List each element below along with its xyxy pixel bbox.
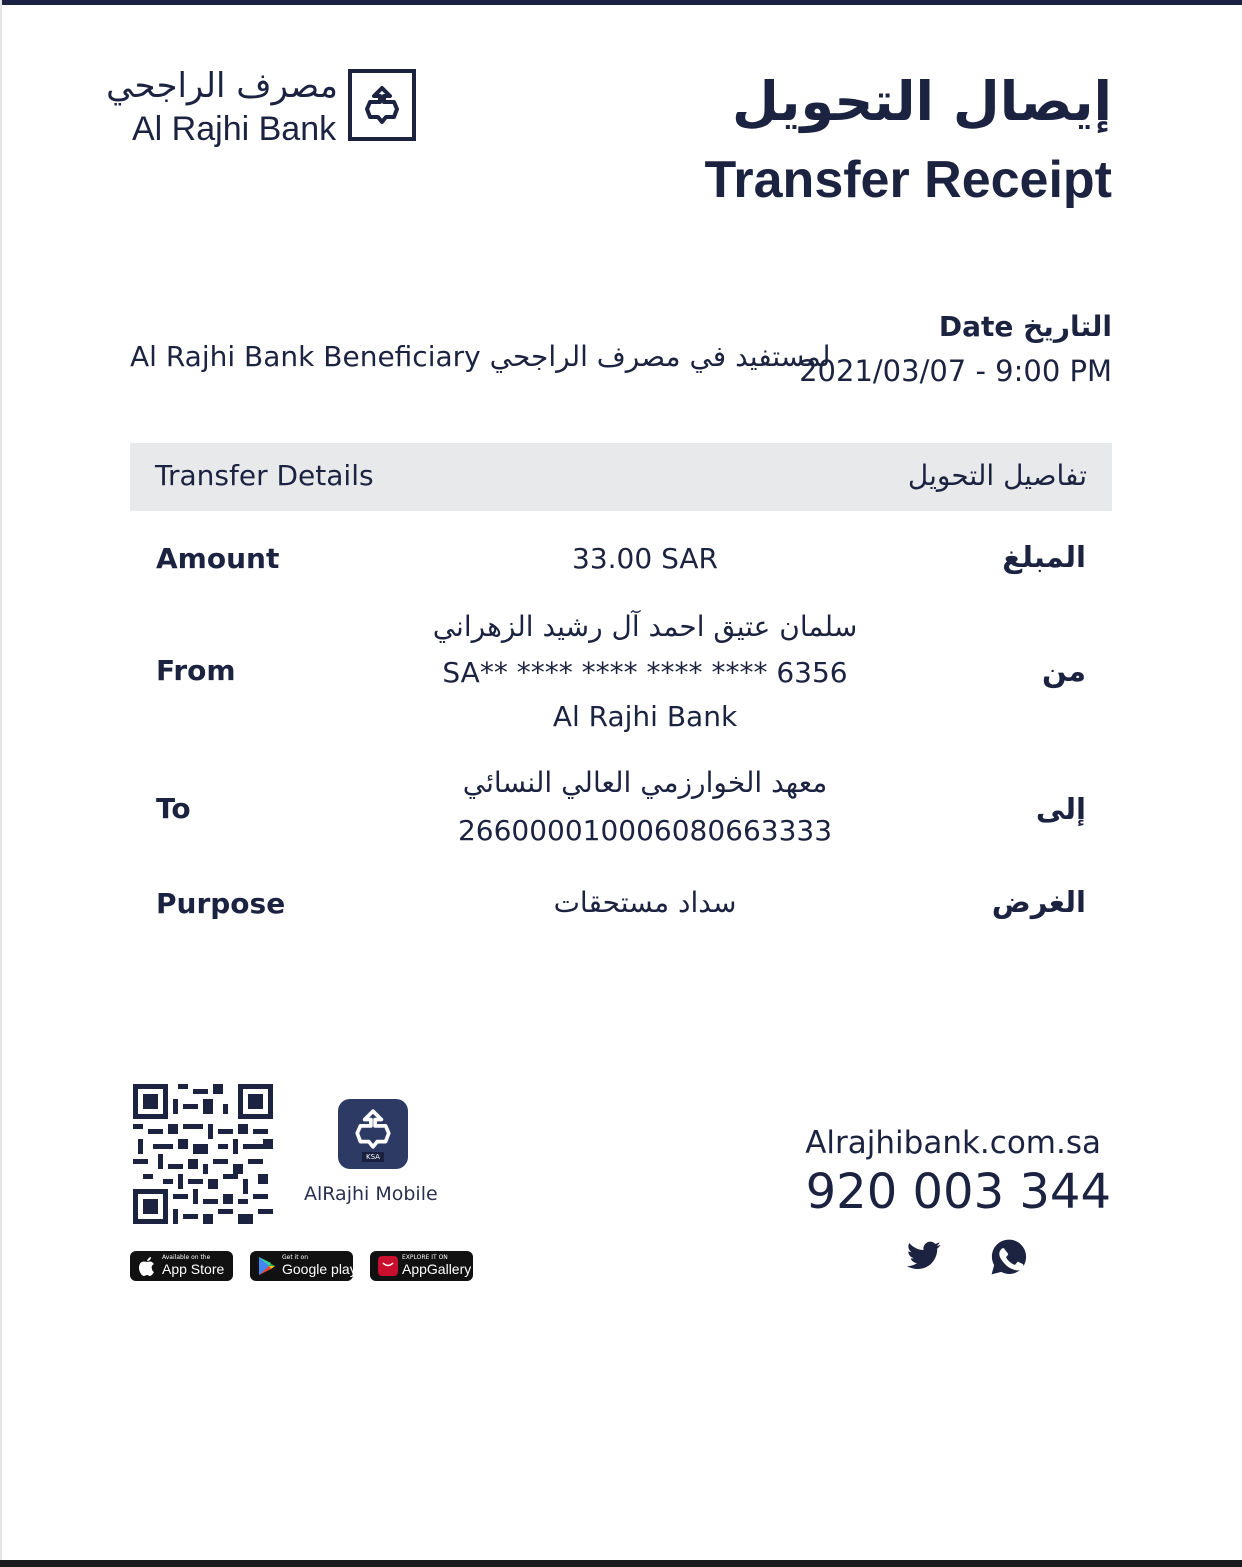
huawei-icon [378,1256,398,1276]
purpose-value: سداد مستحقات [553,886,737,919]
from-name: سلمان عتيق احمد آل رشيد الزهراني [432,610,858,643]
from-bank: Al Rajhi Bank [552,700,738,733]
to-label: To [156,792,191,825]
google-play-small-text: Get it on [282,1254,309,1261]
app-store-button[interactable] [130,1251,233,1281]
title-arabic: إيصال التحويل [731,70,1112,133]
logo-english-text: Al Rajhi Bank [132,110,337,148]
transfer-details-title-ar: تفاصيل التحويل [907,459,1087,492]
twitter-icon[interactable] [905,1238,943,1274]
al-rajhi-logo-icon [348,69,416,141]
to-label-ar: إلى [1035,792,1086,826]
google-play-button[interactable] [250,1251,357,1281]
app-gallery-button[interactable] [370,1251,473,1281]
from-label-ar: من [1041,654,1086,688]
ksa-badge: KSA [362,1152,384,1162]
whatsapp-icon[interactable] [990,1238,1028,1276]
app-store-small-text: Available on the [162,1254,211,1261]
transfer-details-title-en: Transfer Details [155,459,374,492]
date-value: 2021/03/07 - 9:00 PM [799,354,1112,388]
from-label: From [156,654,236,687]
google-play-icon [258,1256,276,1276]
to-account: 266000010006080663333 [457,814,833,847]
beneficiary-type: Al Rajhi Bank Beneficiary لمستفيد في مصرف الراجحي [130,340,831,373]
bottom-border [0,1560,1242,1567]
app-store-large-text: App Store [162,1261,225,1277]
app-gallery-small-text: EXPLORE IT ON [402,1254,448,1261]
purpose-label-ar: الغرض [991,885,1086,919]
alrajhi-app-icon[interactable] [338,1099,408,1169]
transfer-details-header [130,443,1112,511]
amount-value: 33.00 SAR [572,542,718,575]
title-english: Transfer Receipt [704,151,1112,209]
website-link[interactable]: Alrajhibank.com.sa [805,1125,1101,1161]
to-name: معهد الخوارزمي العالي النسائي [462,766,828,799]
purpose-label: Purpose [156,887,286,920]
top-border [0,0,1242,5]
qr-code-icon [133,1084,273,1224]
phone-number[interactable]: 920 003 344 [805,1164,1111,1220]
amount-label: Amount [156,542,280,575]
date-label: Date التاريخ [938,310,1112,343]
left-border [0,0,2,1567]
app-name: AlRajhi Mobile [304,1183,438,1205]
logo-arabic-text: مصرف الراجحي [106,66,338,106]
google-play-large-text: Google play [282,1261,357,1277]
apple-icon [138,1256,156,1276]
app-gallery-large-text: AppGallery [402,1261,472,1277]
from-account: SA** **** **** **** **** 6356 [442,656,848,689]
amount-label-ar: المبلغ [1002,540,1086,574]
